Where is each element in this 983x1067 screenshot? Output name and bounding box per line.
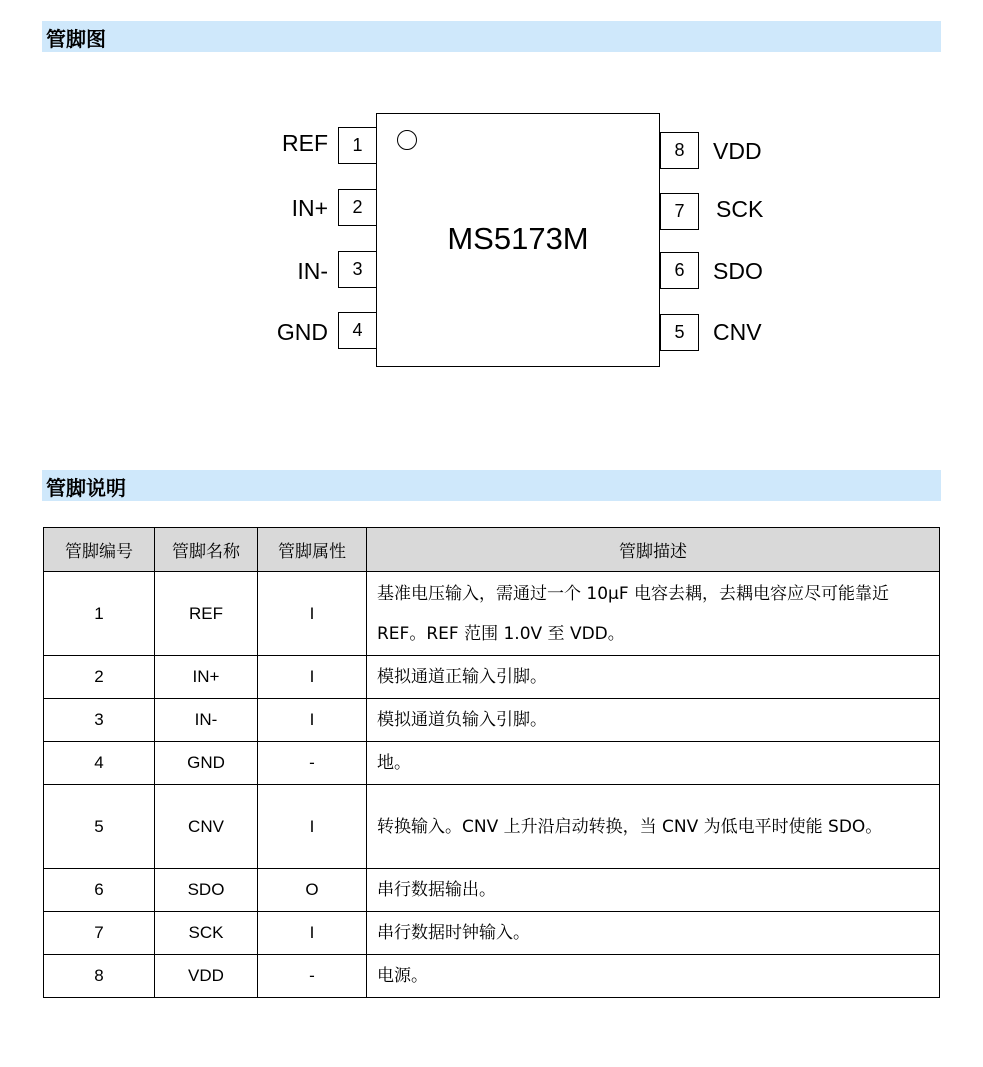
pin-label-gnd: GND xyxy=(276,319,328,345)
cell-pin-number: 4 xyxy=(44,742,155,785)
cell-pin-name: SCK xyxy=(155,912,258,955)
header-pin-attribute: 管脚属性 xyxy=(258,528,367,572)
cell-pin-attribute: - xyxy=(258,955,367,998)
table-row xyxy=(44,869,940,912)
pin-label-cnv: CNV xyxy=(713,319,762,345)
cell-pin-name: SDO xyxy=(155,869,258,912)
cell-pin-description: 模拟通道正输入引脚。 xyxy=(367,656,940,699)
table-row xyxy=(44,572,940,656)
cell-pin-description: 地。 xyxy=(367,742,940,785)
table-row xyxy=(44,656,940,699)
pin-description-table xyxy=(43,527,940,998)
cell-pin-name: CNV xyxy=(155,785,258,869)
pin-box-7: 7 xyxy=(660,193,699,230)
pin-label-vdd: VDD xyxy=(713,138,762,164)
cell-pin-name: IN- xyxy=(155,699,258,742)
section-title: 管脚说明 xyxy=(46,476,126,500)
pin-box-4: 4 xyxy=(338,312,377,349)
cell-pin-number: 6 xyxy=(44,869,155,912)
pin-label-ref: REF xyxy=(282,130,328,156)
cell-pin-number: 3 xyxy=(44,699,155,742)
chip-name: MS5173M xyxy=(447,221,589,256)
cell-pin-attribute: - xyxy=(258,742,367,785)
section-header-pin-description xyxy=(42,470,941,501)
cell-pin-description: 转换输入。CNV 上升沿启动转换，当 CNV 为低电平时使能 SDO。 xyxy=(367,785,940,869)
header-pin-name: 管脚名称 xyxy=(155,528,258,572)
cell-pin-name: GND xyxy=(155,742,258,785)
cell-pin-attribute: I xyxy=(258,699,367,742)
pin-box-5: 5 xyxy=(660,314,699,351)
cell-pin-name: VDD xyxy=(155,955,258,998)
cell-pin-number: 2 xyxy=(44,656,155,699)
cell-pin-description: 串行数据输出。 xyxy=(367,869,940,912)
cell-pin-name: IN+ xyxy=(155,656,258,699)
cell-pin-number: 1 xyxy=(44,572,155,656)
cell-pin-description: 电源。 xyxy=(367,955,940,998)
cell-pin-number: 5 xyxy=(44,785,155,869)
table-row xyxy=(44,912,940,955)
pin-box-8: 8 xyxy=(660,132,699,169)
table-row xyxy=(44,699,940,742)
cell-pin-description: 模拟通道负输入引脚。 xyxy=(367,699,940,742)
pin-label-in-minus: IN- xyxy=(297,258,328,284)
section-title: 管脚图 xyxy=(46,27,106,51)
pin-label-in-plus: IN+ xyxy=(291,195,328,221)
pin1-marker-dot xyxy=(397,130,417,150)
cell-pin-attribute: I xyxy=(258,656,367,699)
cell-pin-description: 基准电压输入，需通过一个 10μF 电容去耦，去耦电容应尽可能靠近 REF。REF 范围 1.0V 至 VDD。 xyxy=(367,572,940,656)
cell-pin-attribute: O xyxy=(258,869,367,912)
section-header-pin-diagram xyxy=(42,21,941,52)
header-pin-number: 管脚编号 xyxy=(44,528,155,572)
pin-box-3: 3 xyxy=(338,251,377,288)
pin-box-2: 2 xyxy=(338,189,377,226)
table-row xyxy=(44,955,940,998)
cell-pin-number: 7 xyxy=(44,912,155,955)
cell-pin-description: 串行数据时钟输入。 xyxy=(367,912,940,955)
cell-pin-name: REF xyxy=(155,572,258,656)
cell-pin-attribute: I xyxy=(258,785,367,869)
table-row xyxy=(44,785,940,869)
pin-box-1: 1 xyxy=(338,127,377,164)
pin-label-sck: SCK xyxy=(716,196,764,222)
cell-pin-attribute: I xyxy=(258,572,367,656)
pin-label-sdo: SDO xyxy=(713,258,763,284)
table-row xyxy=(44,742,940,785)
table-header-row xyxy=(44,528,940,572)
cell-pin-number: 8 xyxy=(44,955,155,998)
cell-pin-attribute: I xyxy=(258,912,367,955)
pin-box-6: 6 xyxy=(660,252,699,289)
header-pin-description: 管脚描述 xyxy=(367,528,940,572)
